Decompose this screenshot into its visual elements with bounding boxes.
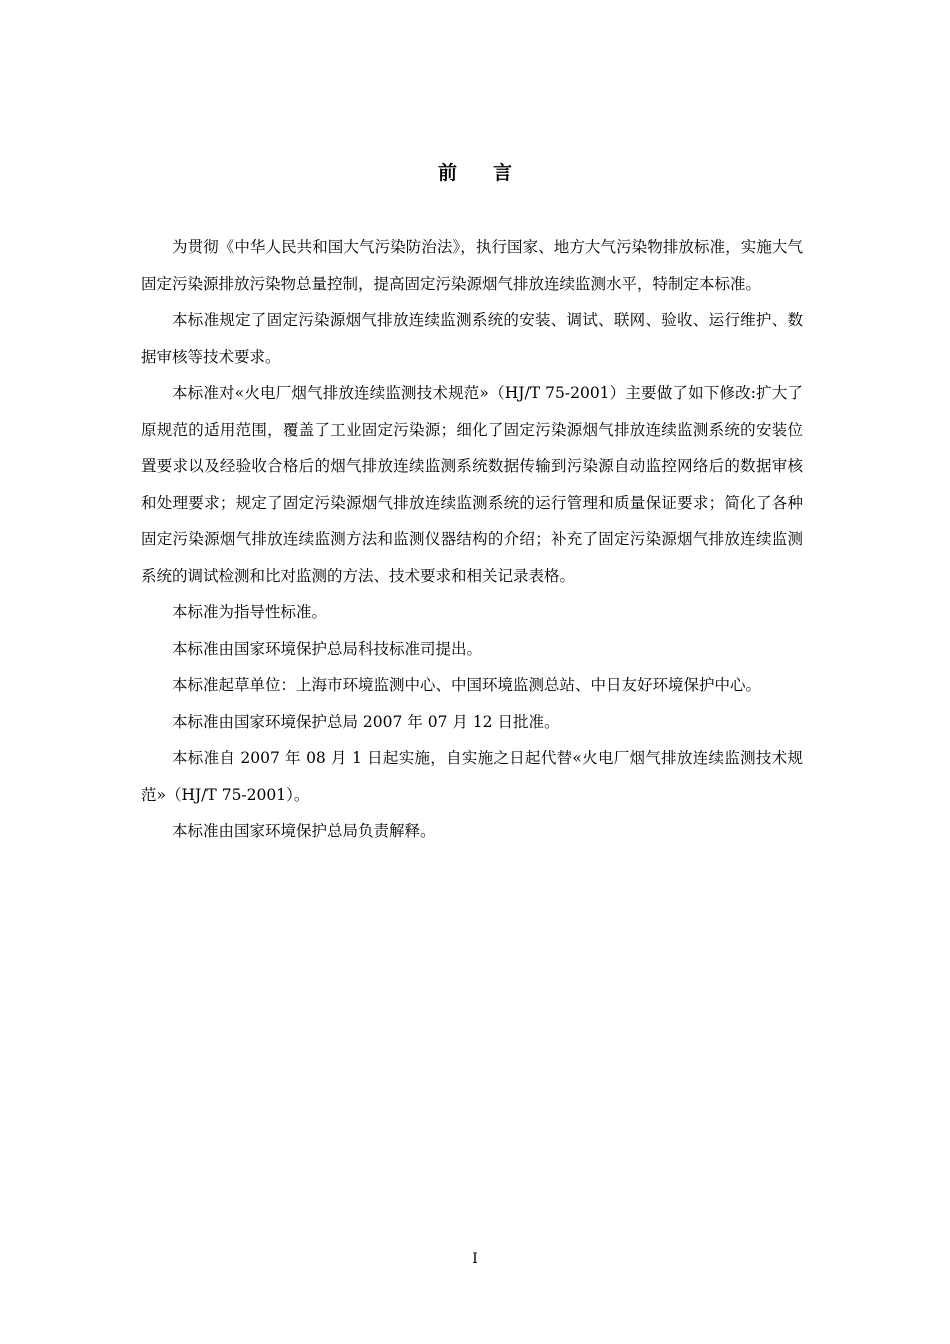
page-title: 前言	[437, 162, 548, 184]
paragraph-interpretation: 本标准由国家环境保护总局负责解释。	[172, 822, 436, 840]
paragraph-effective-date: 本标准自 2007 年 08 月 1 日起实施，自实施之日起代替«火电厂烟气排放连续监测技术规范»（HJ/T 75-2001）。	[141, 749, 803, 804]
paragraph-drafters: 本标准起草单位：上海市环境监测中心、中国环境监测总站、中日友好环境保护中心。	[172, 676, 762, 694]
paragraph-approval: 本标准由国家环境保护总局 2007 年 07 月 12 日批准。	[172, 712, 560, 731]
paragraph-guidance: 本标准为指导性标准。	[172, 603, 328, 621]
paragraph-purpose: 为贯彻《中华人民共和国大气污染防治法》，执行国家、地方大气污染物排放标准，实施大气固定污染源排放污染物总量控制，提高固定污染源烟气排放连续监测水平，特制定本标准。	[141, 238, 803, 293]
page-number: I	[472, 1251, 478, 1267]
paragraph-scope: 本标准规定了固定污染源烟气排放连续监测系统的安装、调试、联网、验收、运行维护、数据审核等技术要求。	[141, 311, 803, 366]
foreword-body	[141, 229, 803, 850]
paragraph-proposer: 本标准由国家环境保护总局科技标准司提出。	[172, 639, 483, 658]
paragraph-revisions: 本标准对«火电厂烟气排放连续监测技术规范»（HJ/T 75-2001）主要做了如下修改:扩大了原规范的适用范围，覆盖了工业固定污染源；细化了固定污染源烟气排放连续监测系统的安装位置要求以及经验收合格后的烟气排放连续监测系统数据传输到污染源自动监控网络后的数据审核和处理要求；规定了固定污染源烟气排放连续监测系统的运行管理和质量保证要求；简化了各种固定污染源烟气排放连续监测方法和监测仪器结构的介绍；补充了固定污染源烟气排放连续监测系统的调试检测和比对监测的方法、技术要求和相关记录表格。	[141, 384, 803, 585]
